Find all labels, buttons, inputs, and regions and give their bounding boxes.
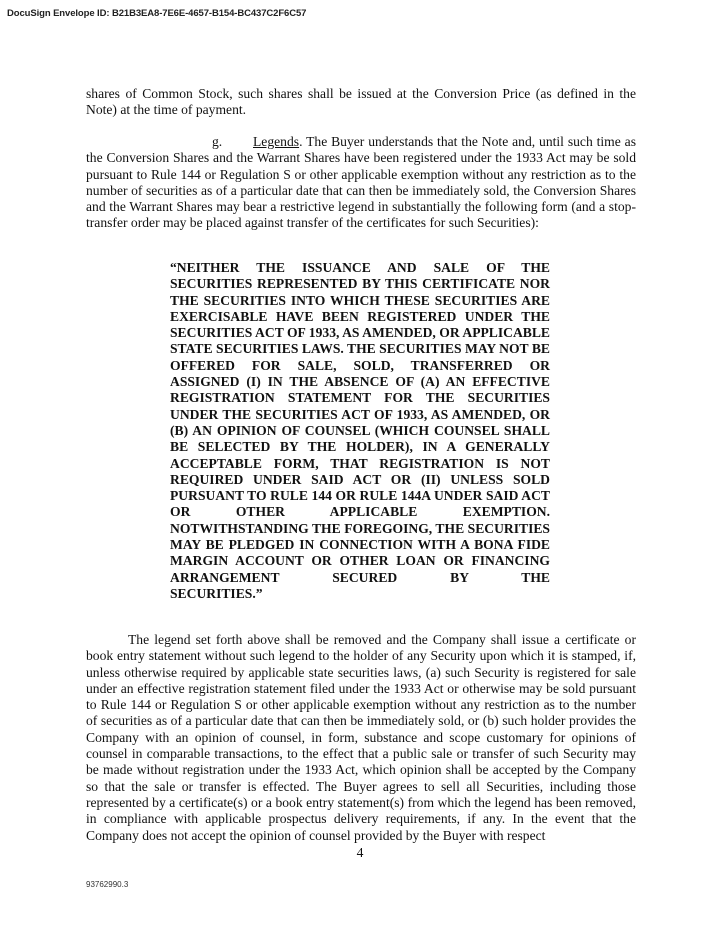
restrictive-legend-block bbox=[170, 260, 550, 602]
legend-last-line: SECURITIES.” bbox=[170, 585, 263, 601]
continuation-paragraph: shares of Common Stock, such shares shall be issued at the Conversion Price (as defined in the Note) at the time of payment. bbox=[86, 86, 636, 118]
legends-text: . The Buyer understands that the Note and, until such time as the Conversion Shares and the Warrant Shares have been registered under the 1933 Act may be sold pursuant to Rule 144 or Regulation S or other applicable exemption without any restriction as to the number of securities as of a particular date that can then be immediately sold, the Conversion Shares and the Warrant Shares may bear a restrictive legend in substantially the following form (and a stop-transfer order may be placed against transfer of the certificates for such Securities): bbox=[86, 134, 636, 231]
legend-text: “NEITHER THE ISSUANCE AND SALE OF THE SECURITIES REPRESENTED BY THIS CERTIFICATE NOR THE SECURITIES INTO WHICH THESE SECURITIES ARE EXERCISABLE HAVE BEEN REGISTERED UNDER THE SECURITIES ACT OF 1933, AS AMENDED, OR APPLICABLE STATE SECURITIES LAWS. THE SECURITIES MAY NOT BE OFFERED FOR SALE, SOLD, TRANSFERRED OR ASSIGNED (I) IN THE ABSENCE OF (A) AN EFFECTIVE REGISTRATION STATEMENT FOR THE SECURITIES UNDER THE SECURITIES ACT OF 1933, AS AMENDED, OR (B) AN OPINION OF COUNSEL (WHICH COUNSEL SHALL BE SELECTED BY THE HOLDER), IN A GENERALLY ACCEPTABLE FORM, THAT REGISTRATION IS NOT REQUIRED UNDER SAID ACT OR (II) UNLESS SOLD PURSUANT TO RULE 144 OR RULE 144A UNDER SAID ACT OR OTHER APPLICABLE EXEMPTION. NOTWITHSTANDING THE FOREGOING, THE SECURITIES MAY BE PLEDGED IN CONNECTION WITH A BONA FIDE MARGIN ACCOUNT OR OTHER LOAN OR FINANCING ARRANGEMENT SECURED BY THE bbox=[170, 260, 550, 585]
removal-paragraph: The legend set forth above shall be removed and the Company shall issue a certificate or book entry statement without such legend to the holder of any Security upon which it is stamped, if, unless otherwise required by applicable state securities laws, (a) such Security is registered for sale under an effective registration statement filed under the 1933 Act or otherwise may be sold pursuant to Rule 144 or Regulation S or other applicable exemption without any restriction as to the number of securities as of a particular date that can then be immediately sold, or (b) such holder provides the Company with an opinion of counsel, in form, substance and scope customary for opinions of counsel in comparable transactions, to the effect that a public sale or transfer of such Security may be made without registration under the 1933 Act, which opinion shall be accepted by the Company so that the sale or transfer is effected. The Buyer agrees to sell all Securities, including those represented by a certificate(s) or a book entry statement(s) from which the legend has been removed, in compliance with applicable prospectus delivery requirements, if any. In the event that the Company does not accept the opinion of counsel provided by the Buyer with respect bbox=[86, 632, 636, 843]
section-letter: g. bbox=[212, 134, 223, 149]
document-id: 93762990.3 bbox=[86, 880, 129, 889]
page-number: 4 bbox=[356, 845, 364, 860]
section-title: Legends bbox=[253, 134, 300, 149]
legends-paragraph bbox=[86, 134, 636, 232]
docusign-envelope-id: DocuSign Envelope ID: B21B3EA8-7E6E-4657-B154-BC437C2F6C57 bbox=[7, 8, 307, 19]
